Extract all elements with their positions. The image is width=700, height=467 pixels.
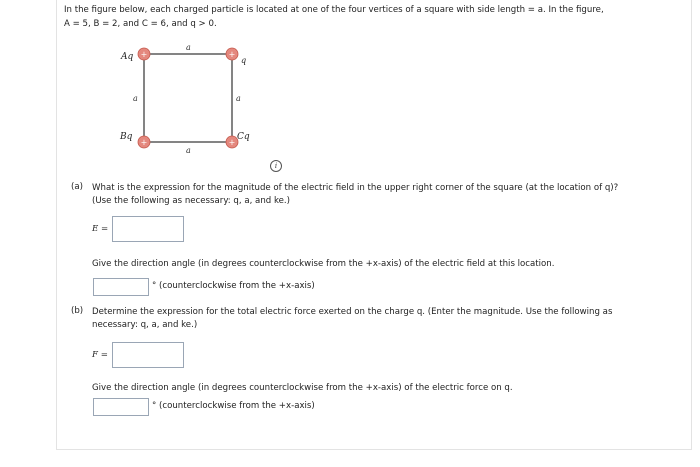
charge-bottom-left <box>138 136 150 148</box>
F-answer-label: F = <box>92 350 108 360</box>
info-icon[interactable]: i <box>270 160 282 172</box>
intro-line-2: A = 5, B = 2, and C = 6, and q > 0. <box>64 19 217 29</box>
side-label-bottom: a <box>186 146 191 153</box>
E-direction-unit: ° (counterclockwise from the +x-axis) <box>152 281 315 291</box>
F-direction-unit: ° (counterclockwise from the +x-axis) <box>152 401 315 411</box>
label-q: q <box>241 56 247 65</box>
svg-text:+: + <box>140 50 148 59</box>
part-b-line-2: necessary: q, a, and ke.) <box>92 320 198 330</box>
intro-line-1: In the figure below, each charged particle is located at one of the four vertices of a square with side length = a. In the figure, <box>64 5 604 15</box>
part-b-line-1: Determine the expression for the total electric force exerted on the charge q. (Enter the magnitude. Use the following as <box>92 307 613 317</box>
part-a-line-2: (Use the following as necessary: q, a, and ke.) <box>92 196 290 206</box>
F-magnitude-input[interactable] <box>112 342 184 368</box>
part-b-direction-prompt: Give the direction angle (in degrees counterclockwise from the +x-axis) of the electric force on q. <box>92 383 513 393</box>
E-magnitude-input[interactable] <box>112 216 184 242</box>
charge-top-right <box>226 48 238 60</box>
E-answer-label: E = <box>92 224 109 234</box>
svg-text:+: + <box>140 138 148 147</box>
part-b-label: (b) <box>71 306 84 316</box>
part-a-question <box>92 182 682 208</box>
E-direction-input[interactable] <box>93 278 149 296</box>
square-outline <box>144 54 232 142</box>
F-direction-input[interactable] <box>93 398 149 416</box>
side-label-left: a <box>133 94 138 103</box>
part-b-question <box>92 306 682 332</box>
square-charge-figure <box>108 38 268 153</box>
charge-top-left <box>138 48 150 60</box>
part-a-line-1: What is the expression for the magnitude of the electric field in the upper right corner of the square (at the location of q)? <box>92 183 619 193</box>
side-label-top: a <box>186 43 191 52</box>
side-label-right: a <box>236 94 241 103</box>
label-Aq: Aq <box>121 52 134 62</box>
label-Bq: Bq <box>120 132 133 142</box>
part-a-label: (a) <box>71 182 83 192</box>
svg-text:+: + <box>228 50 236 59</box>
label-Cq: Cq <box>237 132 250 142</box>
part-a-direction-prompt: Give the direction angle (in degrees counterclockwise from the +x-axis) of the electric field at this location. <box>92 259 555 269</box>
problem-intro <box>64 3 684 31</box>
svg-text:+: + <box>228 138 236 147</box>
